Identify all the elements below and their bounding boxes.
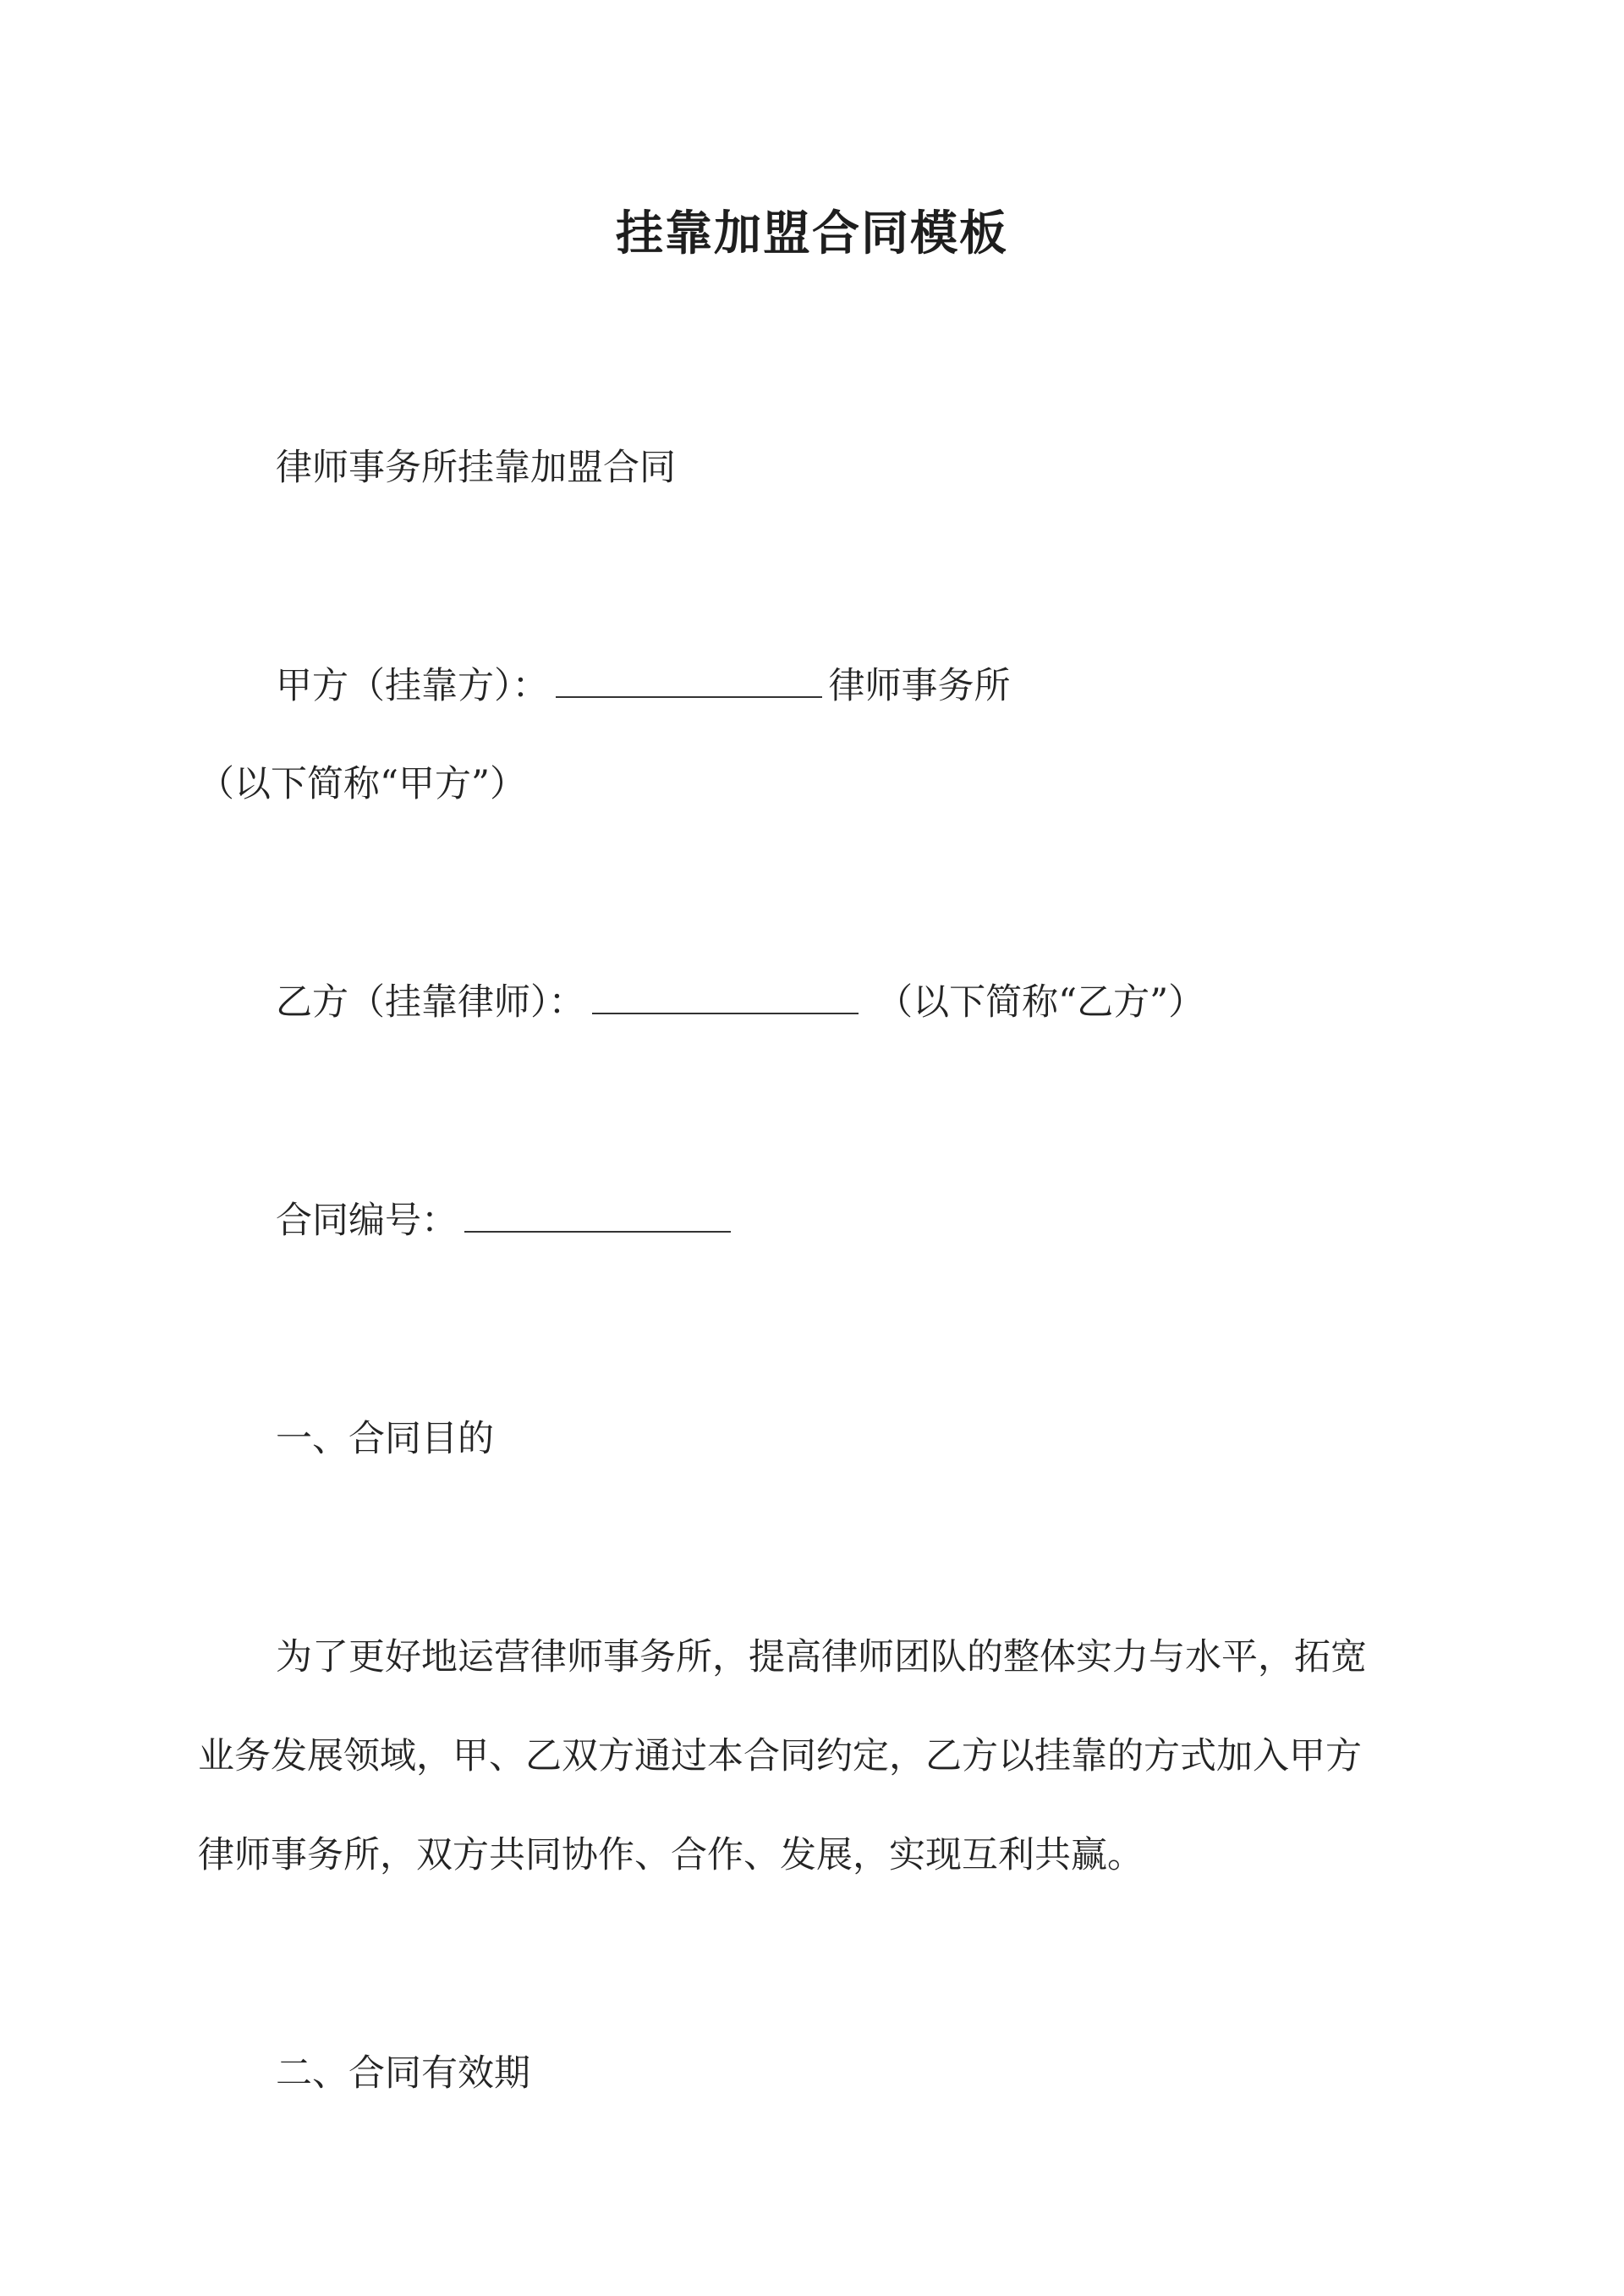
section-1-heading: 一、合同目的 — [276, 1418, 494, 1460]
party-b-name-blank[interactable] — [592, 979, 859, 1014]
section-1-para-line-3: 律师事务所，双方共同协作、合作、发展，实现互利共赢。 — [198, 1834, 1144, 1876]
contract-number-line — [276, 1197, 738, 1244]
section-1-para-line-1: 为了更好地运营律师事务所，提高律师团队的整体实力与水平，拓宽 — [276, 1636, 1367, 1678]
party-b-note: （以下简称“乙方”） — [876, 981, 1205, 1024]
section-1-para-line-2: 业务发展领域，甲、乙双方通过本合同约定，乙方以挂靠的方式加入甲方 — [198, 1735, 1362, 1777]
party-a-note: （以下简称“甲方”） — [198, 763, 526, 805]
contract-subtitle: 律师事务所挂靠加盟合同 — [276, 447, 676, 489]
contract-number-blank[interactable] — [464, 1197, 731, 1233]
contract-number-label: 合同编号： — [276, 1200, 458, 1242]
document-title: 挂靠加盟合同模板 — [616, 206, 1008, 261]
party-b-line — [276, 979, 1204, 1026]
party-a-line — [276, 662, 1011, 710]
party-a-suffix: 律师事务所 — [828, 665, 1011, 707]
party-b-label: 乙方（挂靠律师）： — [276, 981, 585, 1024]
party-a-label: 甲方（挂靠方）： — [276, 665, 549, 707]
section-2-heading: 二、合同有效期 — [276, 2052, 530, 2095]
party-a-name-blank[interactable] — [556, 662, 822, 698]
